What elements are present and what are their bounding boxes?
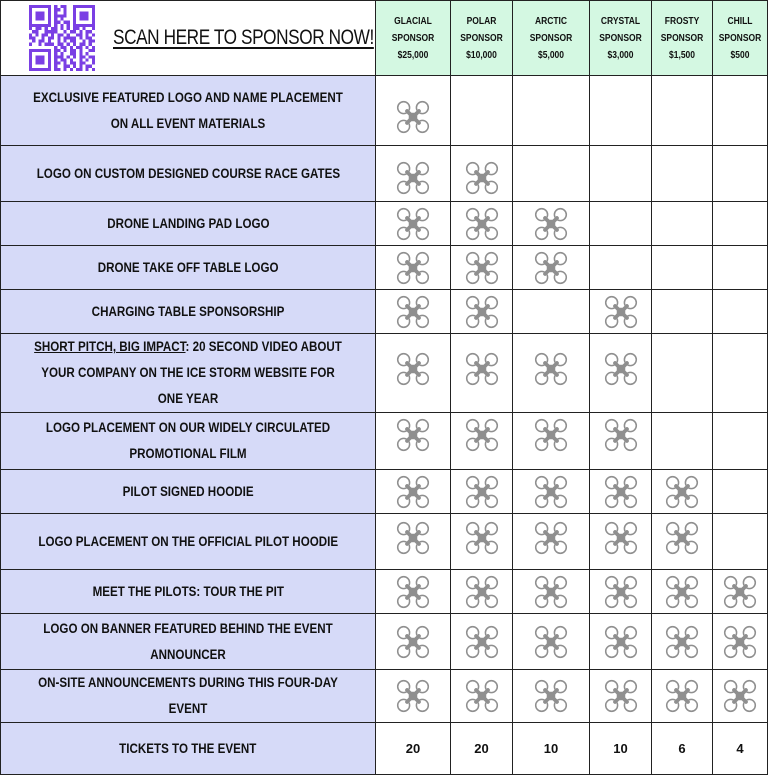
- drone-icon: [534, 352, 568, 386]
- benefit-row: [1, 413, 768, 470]
- drone-icon: [604, 295, 638, 329]
- header-cell: [1, 1, 376, 76]
- tier-cell-frosty: [652, 670, 713, 723]
- tier-cell-crystal: [590, 570, 652, 614]
- drone-icon: [396, 418, 430, 452]
- tier-cell-chill: [713, 614, 768, 670]
- benefit-label: [1, 614, 376, 670]
- tier-cell-glacial: [376, 334, 451, 413]
- tier-cell-glacial: [376, 246, 451, 290]
- tier-cell-crystal: [590, 202, 652, 246]
- tier-cell-frosty: [652, 514, 713, 570]
- tier-cell-chill: [713, 246, 768, 290]
- drone-icon: [465, 575, 499, 609]
- ticket-count-chill: 4: [713, 723, 768, 775]
- drone-icon: [723, 575, 757, 609]
- tickets-row: [1, 723, 768, 775]
- tier-cell-chill: [713, 76, 768, 146]
- drone-icon: [396, 352, 430, 386]
- drone-icon: [465, 475, 499, 509]
- tier-cell-chill: [713, 514, 768, 570]
- benefit-label-text: : 20 SECOND VIDEO ABOUT YOUR COMPANY ON THE ICE STORM WEBSITE FOR ONE YEAR: [41, 339, 342, 406]
- drone-icon: [534, 575, 568, 609]
- tier-cell-polar: [451, 146, 513, 202]
- benefit-label-text: LOGO PLACEMENT ON OUR WIDELY CIRCULATED PROMOTIONAL FILM: [45, 420, 331, 461]
- tier-cell-arctic: [513, 514, 590, 570]
- benefit-label-text: LOGO ON CUSTOM DESIGNED COURSE RACE GATES: [36, 165, 340, 181]
- tier-cell-arctic: [513, 470, 590, 514]
- tier-cell-chill: [713, 202, 768, 246]
- drone-icon: [396, 475, 430, 509]
- drone-icon: [723, 679, 757, 713]
- tier-cell-glacial: [376, 670, 451, 723]
- tier-cell-glacial: [376, 570, 451, 614]
- ticket-count-arctic: 10: [513, 723, 590, 775]
- tier-cell-polar: [451, 670, 513, 723]
- drone-icon: [396, 679, 430, 713]
- header-row: [1, 1, 768, 76]
- benefit-label-text: ON-SITE ANNOUNCEMENTS DURING THIS FOUR-DAY EVENT: [38, 675, 338, 716]
- tier-cell-chill: [713, 470, 768, 514]
- benefit-label: [1, 202, 376, 246]
- benefit-label-text: EXCLUSIVE FEATURED LOGO AND NAME PLACEMENT ON ALL EVENT MATERIALS: [33, 89, 343, 131]
- benefit-row: [1, 334, 768, 413]
- tier-header-arctic: ARCTIC SPONSOR $5,000: [513, 1, 590, 76]
- tier-cell-frosty: [652, 246, 713, 290]
- drone-icon: [396, 625, 430, 659]
- tier-cell-polar: [451, 570, 513, 614]
- tier-cell-polar: [451, 202, 513, 246]
- tickets-label: TICKETS TO THE EVENT: [1, 723, 376, 775]
- tier-cell-chill: [713, 290, 768, 334]
- drone-icon: [396, 207, 430, 241]
- benefit-row: [1, 246, 768, 290]
- drone-icon: [396, 575, 430, 609]
- benefit-label-text: DRONE LANDING PAD LOGO: [106, 215, 270, 231]
- drone-icon: [465, 418, 499, 452]
- benefit-row: [1, 146, 768, 202]
- drone-icon: [396, 100, 430, 134]
- benefit-label-emphasis: SHORT PITCH, BIG IMPACT: [34, 339, 186, 354]
- drone-icon: [665, 521, 699, 555]
- tier-cell-chill: [713, 334, 768, 413]
- tier-cell-glacial: [376, 614, 451, 670]
- tier-cell-glacial: [376, 290, 451, 334]
- benefit-label: [1, 670, 376, 723]
- tier-cell-arctic: [513, 76, 590, 146]
- tier-cell-frosty: [652, 470, 713, 514]
- benefit-label: [1, 413, 376, 470]
- tier-cell-frosty: [652, 202, 713, 246]
- scan-to-sponsor-heading: SCAN HERE TO SPONSOR NOW!: [113, 26, 374, 49]
- drone-icon: [665, 679, 699, 713]
- tier-cell-frosty: [652, 334, 713, 413]
- tier-cell-polar: [451, 76, 513, 146]
- benefit-row: [1, 76, 768, 146]
- benefit-label-text: LOGO ON BANNER FEATURED BEHIND THE EVENT ANNOUNCER: [43, 620, 333, 662]
- drone-icon: [604, 575, 638, 609]
- tier-cell-glacial: [376, 202, 451, 246]
- tier-cell-polar: [451, 334, 513, 413]
- tier-cell-polar: [451, 514, 513, 570]
- tier-cell-crystal: [590, 334, 652, 413]
- tier-cell-arctic: [513, 334, 590, 413]
- benefit-row: [1, 290, 768, 334]
- benefit-label-text: LOGO PLACEMENT ON THE OFFICIAL PILOT HOODIE: [38, 533, 338, 549]
- benefit-label: [1, 246, 376, 290]
- drone-icon: [534, 475, 568, 509]
- drone-icon: [604, 475, 638, 509]
- benefit-row: [1, 570, 768, 614]
- tier-cell-arctic: [513, 413, 590, 470]
- drone-icon: [396, 295, 430, 329]
- tier-cell-arctic: [513, 202, 590, 246]
- tier-cell-arctic: [513, 146, 590, 202]
- drone-icon: [534, 521, 568, 555]
- ticket-count-polar: 20: [451, 723, 513, 775]
- drone-icon: [604, 352, 638, 386]
- tier-cell-arctic: [513, 246, 590, 290]
- tier-cell-frosty: [652, 614, 713, 670]
- drone-icon: [604, 521, 638, 555]
- tier-cell-glacial: [376, 470, 451, 514]
- benefit-label-text: MEET THE PILOTS: TOUR THE PIT: [92, 583, 284, 599]
- drone-icon: [396, 521, 430, 555]
- drone-icon: [604, 418, 638, 452]
- tier-cell-polar: [451, 246, 513, 290]
- benefit-label-text: PILOT SIGNED HOODIE: [122, 483, 254, 499]
- drone-icon: [534, 679, 568, 713]
- tier-header-frosty: FROSTY SPONSOR $1,500: [652, 1, 713, 76]
- drone-icon: [534, 251, 568, 285]
- tier-cell-arctic: [513, 614, 590, 670]
- tier-cell-frosty: [652, 570, 713, 614]
- drone-icon: [465, 352, 499, 386]
- drone-icon: [534, 418, 568, 452]
- tier-cell-crystal: [590, 146, 652, 202]
- drone-icon: [665, 575, 699, 609]
- tier-cell-glacial: [376, 413, 451, 470]
- ticket-count-frosty: 6: [652, 723, 713, 775]
- tier-cell-crystal: [590, 76, 652, 146]
- drone-icon: [465, 679, 499, 713]
- tier-cell-polar: [451, 614, 513, 670]
- tier-header-polar: POLAR SPONSOR $10,000: [451, 1, 513, 76]
- benefit-row: [1, 202, 768, 246]
- benefit-label: [1, 290, 376, 334]
- tier-cell-crystal: [590, 290, 652, 334]
- tier-cell-frosty: [652, 146, 713, 202]
- benefit-label: [1, 514, 376, 570]
- tier-cell-arctic: [513, 290, 590, 334]
- drone-icon: [665, 475, 699, 509]
- tier-cell-glacial: [376, 514, 451, 570]
- drone-icon: [604, 679, 638, 713]
- benefit-row: [1, 614, 768, 670]
- tier-header-chill: CHILL SPONSOR $500: [713, 1, 768, 76]
- tier-cell-crystal: [590, 670, 652, 723]
- tier-cell-chill: [713, 570, 768, 614]
- drone-icon: [534, 207, 568, 241]
- ticket-count-crystal: 10: [590, 723, 652, 775]
- drone-icon: [396, 251, 430, 285]
- tier-cell-polar: [451, 290, 513, 334]
- qr-code-icon[interactable]: [29, 5, 95, 71]
- ticket-count-glacial: 20: [376, 723, 451, 775]
- tier-cell-crystal: [590, 614, 652, 670]
- tier-cell-arctic: [513, 670, 590, 723]
- tier-cell-chill: [713, 146, 768, 202]
- drone-icon: [465, 207, 499, 241]
- drone-icon: [465, 251, 499, 285]
- benefit-label: [1, 570, 376, 614]
- drone-icon: [465, 521, 499, 555]
- drone-icon: [465, 625, 499, 659]
- benefit-label: [1, 470, 376, 514]
- drone-icon: [465, 161, 499, 195]
- drone-icon: [665, 625, 699, 659]
- benefit-row: [1, 514, 768, 570]
- drone-icon: [396, 161, 430, 195]
- benefit-label-text: DRONE TAKE OFF TABLE LOGO: [97, 259, 279, 275]
- tier-cell-chill: [713, 413, 768, 470]
- benefit-row: [1, 670, 768, 723]
- drone-icon: [534, 625, 568, 659]
- drone-icon: [465, 295, 499, 329]
- tier-header-glacial: GLACIAL SPONSOR $25,000: [376, 1, 451, 76]
- tier-cell-glacial: [376, 146, 451, 202]
- drone-icon: [723, 625, 757, 659]
- tier-cell-arctic: [513, 570, 590, 614]
- benefit-label: [1, 334, 376, 413]
- tier-cell-frosty: [652, 76, 713, 146]
- benefit-label: [1, 146, 376, 202]
- tier-cell-glacial: [376, 76, 451, 146]
- tier-cell-crystal: [590, 246, 652, 290]
- benefit-label-text: CHARGING TABLE SPONSORSHIP: [91, 303, 285, 319]
- tier-cell-polar: [451, 413, 513, 470]
- tier-cell-polar: [451, 470, 513, 514]
- tier-cell-crystal: [590, 514, 652, 570]
- benefit-label: [1, 76, 376, 146]
- tier-cell-frosty: [652, 290, 713, 334]
- tier-cell-chill: [713, 670, 768, 723]
- drone-icon: [604, 625, 638, 659]
- tier-header-crystal: CRYSTAL SPONSOR $3,000: [590, 1, 652, 76]
- tier-cell-crystal: [590, 470, 652, 514]
- tier-cell-crystal: [590, 413, 652, 470]
- tier-cell-frosty: [652, 413, 713, 470]
- benefit-row: [1, 470, 768, 514]
